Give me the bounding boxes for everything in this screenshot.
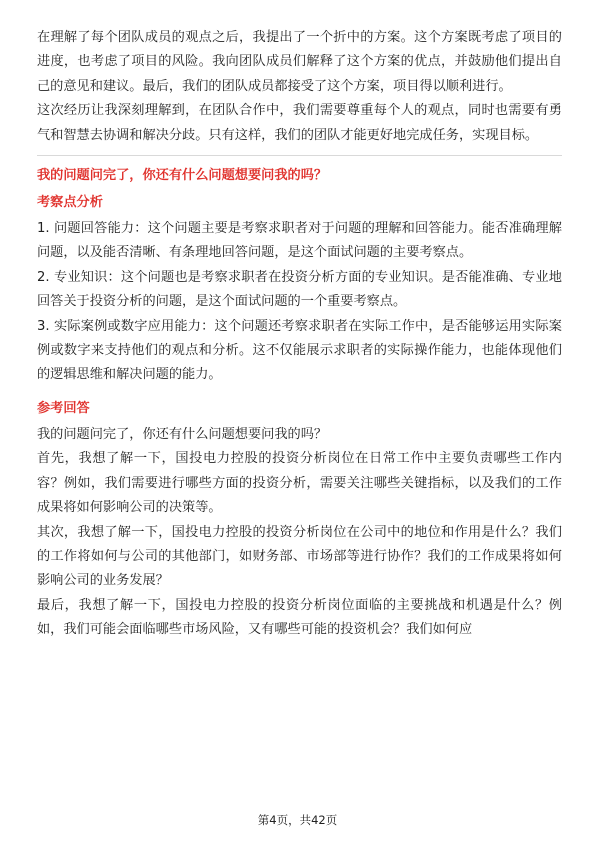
answer-paragraph: 我的问题问完了，你还有什么问题想要问我的吗？	[37, 426, 328, 442]
answer-paragraph: 最后，我想了解一下，国投电力控股的投资分析岗位面临的主要挑战和机遇是什么？例如，我们可能会面临哪些市场风险，又有哪些可能的投资机会？我们如何应	[37, 597, 562, 638]
spacer	[37, 388, 562, 398]
section-divider	[37, 155, 562, 156]
intro-paragraph: 在理解了每个团队成员的观点之后，我提出了一个折中的方案。这个方案既考虑了项目的进度，也考虑了项目的风险。我向团队成员们解释了这个方案的优点，并鼓励他们提出自己的意见和建议。最后，我们的团队成员都接受了这个方案，项目得以顺利进行。	[37, 30, 562, 94]
answer-paragraph: 首先，我想了解一下，国投电力控股的投资分析岗位在日常工作中主要负责哪些工作内容？例如，我们需要进行哪些方面的投资分析，需要关注哪些关键指标，以及我们的工作成果将如何影响公司的决策等。	[37, 451, 562, 516]
intro-paragraph: 这次经历让我深刻理解到，在团队合作中，我们需要尊重每个人的观点，同时也需要有勇气和智慧去协调和解决分歧。只有这样，我们的团队才能更好地完成任务，实现目标。	[37, 103, 562, 143]
answer-paragraph: 其次，我想了解一下，国投电力控股的投资分析岗位在公司中的地位和作用是什么？我们的工作将如何与公司的其他部门，如财务部、市场部等进行协作？我们的工作成果将如何影响公司的业务发展？	[37, 524, 562, 589]
question-heading: 我的问题问完了，你还有什么问题想要问我的吗？	[37, 168, 328, 184]
answer-title: 参考回答	[37, 400, 90, 416]
analysis-item: 2. 专业知识：这个问题也是考察求职者在投资分析方面的专业知识。是否能准确、专业地回答关于投资分析的问题，是这个面试问题的一个重要考察点。	[37, 269, 562, 310]
page-content	[37, 26, 562, 643]
analysis-item: 1. 问题回答能力：这个问题主要是考察求职者对于问题的理解和回答能力。能否准确理解问题，以及能否清晰、有条理地回答问题，是这个面试问题的主要考察点。	[37, 221, 562, 261]
analysis-title: 考察点分析	[37, 195, 103, 211]
page-number-footer: 第4页，共42页	[257, 813, 338, 827]
analysis-item: 3. 实际案例或数字应用能力：这个问题还考察求职者在实际工作中，是否能够运用实际案例或数字来支持他们的观点和分析。这不仅能展示求职者的实际操作能力，也能体现他们的逻辑思维和解决问题的能力。	[37, 318, 562, 383]
